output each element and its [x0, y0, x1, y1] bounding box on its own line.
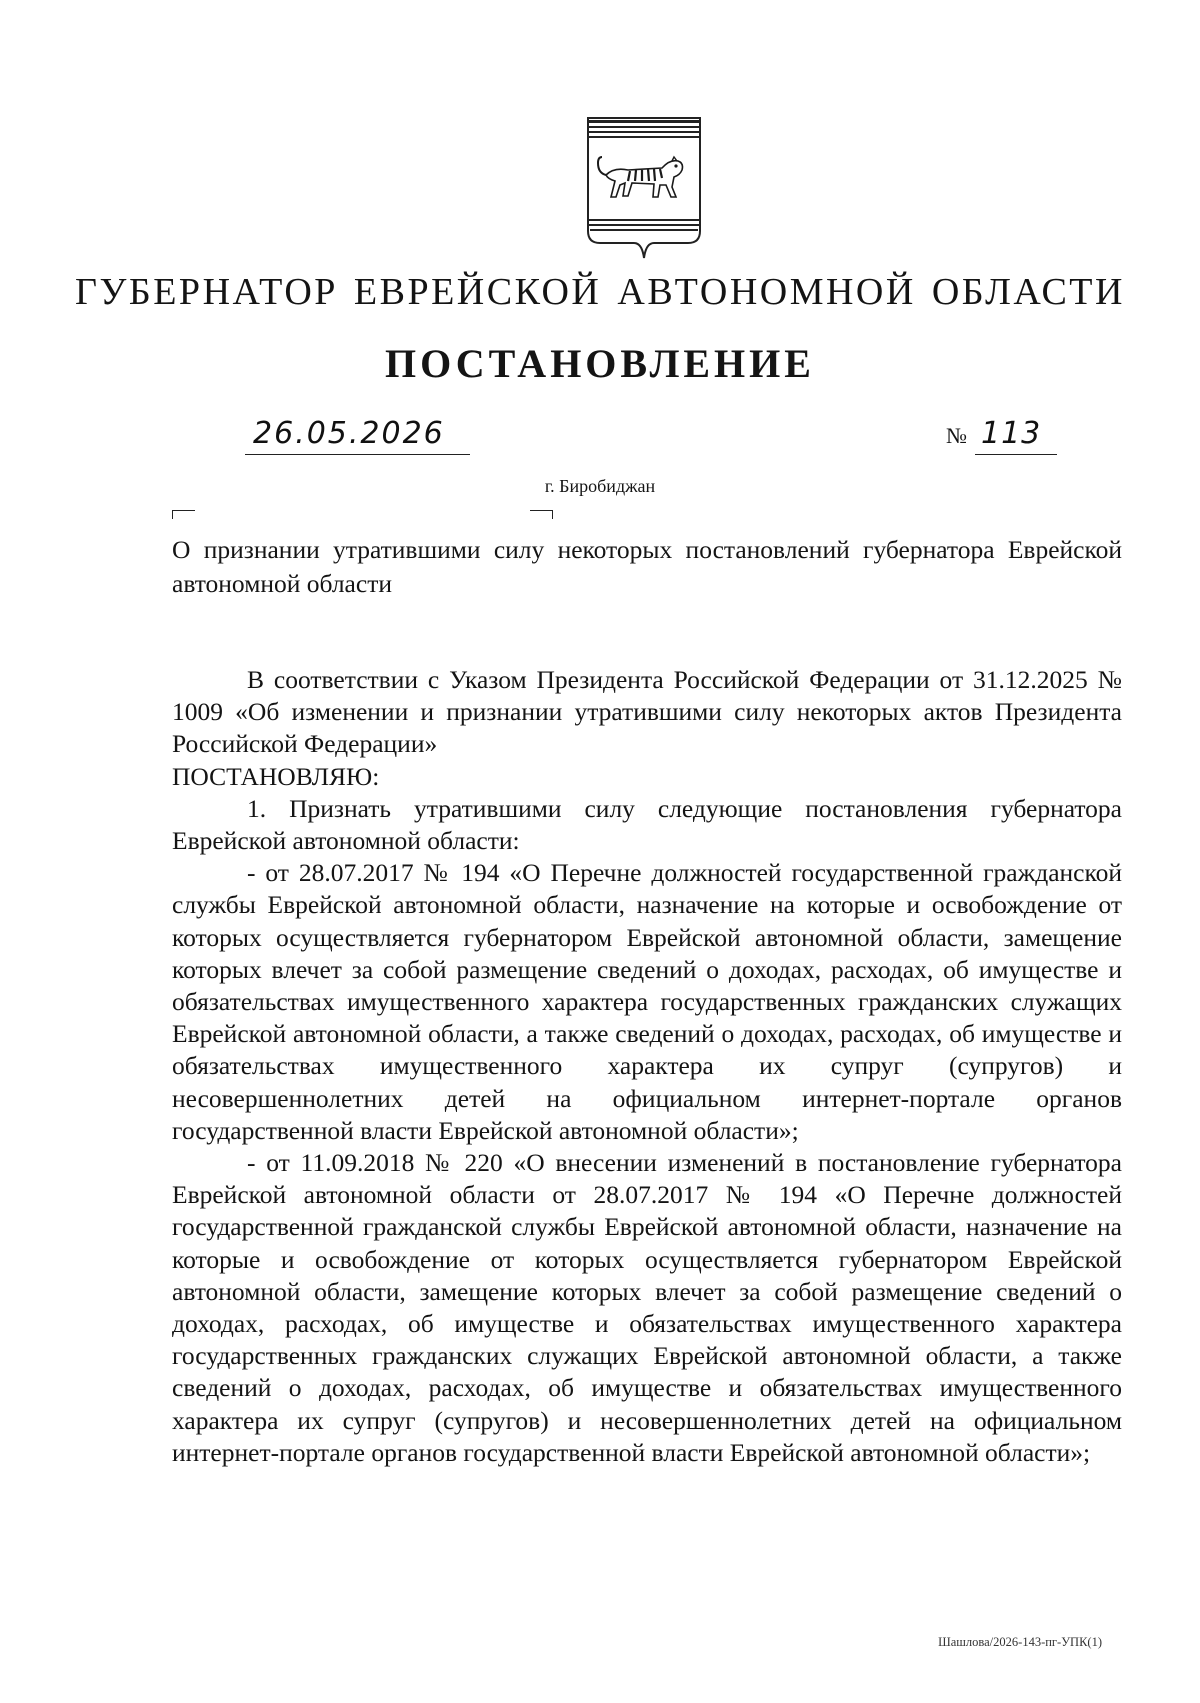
- number-label: №: [946, 423, 967, 448]
- handwritten-number: 113: [981, 416, 1042, 451]
- date-field: [245, 410, 470, 455]
- coat-of-arms-tiger-icon: [584, 115, 704, 262]
- document-type-title: ПОСТАНОВЛЕНИЕ: [385, 341, 815, 386]
- item-1-paragraph: 1. Признать утратившими силу следующие постановления губернатора Еврейской автономной области:: [172, 793, 1122, 856]
- list-item: - от 11.09.2018 № 220 «О внесении изменений в постановление губернатора Еврейской автономной области от 28.07.2017 № 194 «О Перечне должностей государственной гражданской службы Еврейской автономной области, назначение на которые и освобождение от которых осуществляется губернатором Еврейской автономной области, замещение которых влечет за собой размещение сведений о доходах, расходах, об имуществе и обязательствах имущественного характера государственных гражданских служащих Еврейской автономной области, а также сведений о доходах, расходах, об имуществе и обязательствах имущественного характера их супруг (супругов) и несовершеннолетних детей на официальном интернет-портале органов государственной власти Еврейской автономной области»;: [172, 1148, 1122, 1467]
- preamble-paragraph: В соответствии с Указом Президента Российской Федерации от 31.12.2025 № 1009 «Об изменении и признании утратившими силу некоторых актов Президента Российской Федерации»: [172, 665, 1122, 759]
- authority-title: ГУБЕРНАТОР ЕВРЕЙСКОЙ АВТОНОМНОЙ ОБЛАСТИ: [75, 271, 1125, 313]
- resolve-heading: ПОСТАНОВЛЯЮ:: [172, 761, 380, 791]
- subject-corner-right-mark: [530, 510, 553, 519]
- subject-corner-left-mark: [172, 510, 195, 519]
- handwritten-date: 26.05.2026: [253, 416, 445, 451]
- number-field: [975, 410, 1057, 455]
- list-item: - от 28.07.2017 № 194 «О Перечне должностей государственной гражданской службы Еврейской автономной области, назначение на которые и освобождение от которых осуществляется губернатором Еврейской автономной области, замещение которых влечет за собой размещение сведений о доходах, расходах, об имуществе и обязательствах имущественного характера государственных гражданских служащих Еврейской автономной области, а также сведений о доходах, расходах, об имуществе и обязательствах имущественного характера их супруг (супругов) и несовершеннолетних детей на официальном интернет-портале органов государственной власти Еврейской автономной области»;: [172, 858, 1122, 1145]
- document-body: [172, 664, 1122, 1469]
- city-name: г. Биробиджан: [544, 476, 656, 496]
- document-footer-code: Шашлова/2026-143-пг-УПК(1): [938, 1635, 1102, 1649]
- document-subject: О признании утратившими силу некоторых постановлений губернатора Еврейской автономной области: [172, 535, 1122, 598]
